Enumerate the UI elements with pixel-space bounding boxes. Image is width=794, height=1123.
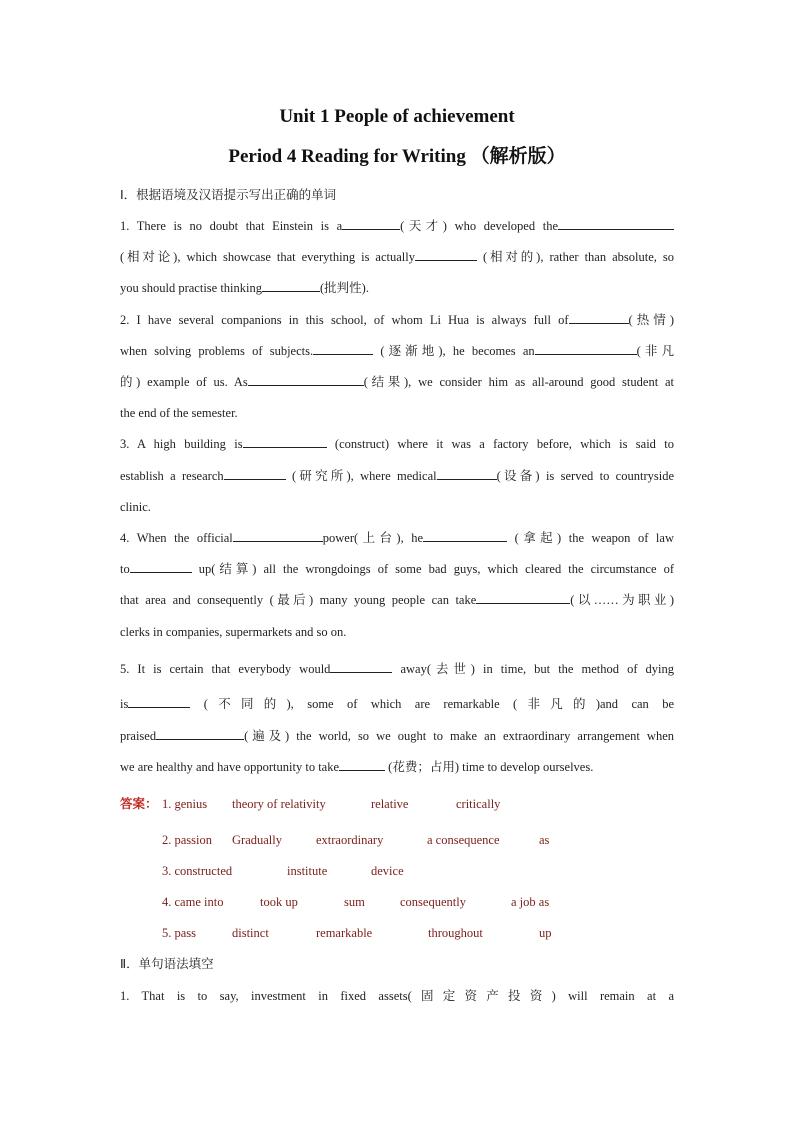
answer-item: 5. pass xyxy=(162,926,197,940)
answer-item: relative xyxy=(371,797,409,811)
q1-line3: you should practise thinking (批判性). xyxy=(120,281,369,295)
answer-item: distinct xyxy=(232,926,269,940)
answer-item: theory of relativity xyxy=(232,797,326,811)
answer-blank[interactable] xyxy=(535,342,637,355)
answer-item: remarkable xyxy=(316,926,373,940)
doc-title: Unit 1 People of achievement xyxy=(279,106,515,127)
q1-line2: (相对论), which showcase that everything is actually (相对的), rather than absolute, so xyxy=(120,250,675,264)
answer-item: as xyxy=(539,833,550,847)
answer-item: extraordinary xyxy=(316,833,384,847)
answer-blank[interactable] xyxy=(248,373,364,386)
answer-blank[interactable] xyxy=(415,248,477,261)
answer-blank[interactable] xyxy=(313,342,373,355)
q2-line1: 2. I have several companions in this school, of whom Li Hua is always full of (热情) xyxy=(120,313,674,327)
q4-line1: 4. When the official power(上台), he (拿起) the weapon of law xyxy=(120,531,674,545)
answer-item: took up xyxy=(260,895,298,909)
answer-item: 3. constructed xyxy=(162,864,233,878)
answer-blank[interactable] xyxy=(476,591,570,604)
answer-blank[interactable] xyxy=(243,435,327,448)
q3-line3: clinic. xyxy=(120,500,151,514)
q3-line1: 3. A high building is (construct) where it was a factory before, which is said to xyxy=(120,437,674,451)
doc-subtitle: Period 4 Reading for Writing （解析版） xyxy=(228,146,566,167)
section2-heading: Ⅱ．单句语法填空 xyxy=(120,956,214,971)
q5-line2: is (不同的), some of which are remarkable (非凡的)and can be xyxy=(120,697,674,711)
section1-heading: Ⅰ．根据语境及汉语提示写出正确的单词 xyxy=(120,187,337,202)
answer-item: 4. came into xyxy=(162,895,224,909)
q4-line4: clerks in companies, supermarkets and so on. xyxy=(120,625,347,639)
q2-line4: the end of the semester. xyxy=(120,406,238,420)
q4-line2: to up(结算) all the wrongdoings of some bad guys, which cleared the circumstance of xyxy=(120,562,674,576)
answer-item: consequently xyxy=(400,895,466,909)
q1-line1: 1. There is no doubt that Einstein is a (天才) who developed the xyxy=(120,217,674,235)
answer-item: sum xyxy=(344,895,365,909)
answer-item: a consequence xyxy=(427,833,500,847)
answer-blank[interactable] xyxy=(156,727,244,740)
answer-item: Gradually xyxy=(232,833,282,847)
answer-blank[interactable] xyxy=(130,560,192,573)
q2-line2: when solving problems of subjects. (逐渐地), he becomes an (非凡 xyxy=(120,344,675,358)
answer-blank[interactable] xyxy=(330,660,392,673)
answer-blank[interactable] xyxy=(339,758,385,771)
q5-line1: 5. It is certain that everybody would away(去世) in time, but the method of dying xyxy=(120,662,674,676)
answer-item: 1. genius xyxy=(162,797,208,811)
answer-item: a job as xyxy=(511,895,550,909)
q4-line3: that area and consequently (最后) many young people can take (以……为职业) xyxy=(120,593,674,607)
q3-line2: establish a research (研究所), where medical (设备) is served to countryside xyxy=(120,469,674,483)
q5-line3: praised (遍及) the world, so we ought to make an extraordinary arrangement when xyxy=(120,729,674,743)
answer-label: 答案： xyxy=(120,796,158,811)
answer-item: throughout xyxy=(428,926,483,940)
answer-item: up xyxy=(539,926,552,940)
answer-item: 2. passion xyxy=(162,833,212,847)
s2-q1-line1: 1. That is to say, investment in fixed assets(固定资产投资) will remain at a xyxy=(120,989,674,1003)
q2-line3: 的) example of us. As (结果), we consider him as all-around good student at xyxy=(120,375,674,389)
answer-blank[interactable] xyxy=(342,217,400,230)
answer-blank[interactable] xyxy=(262,279,320,292)
q5-line4: we are healthy and have opportunity to take (花费；占用) time to develop ourselves. xyxy=(120,760,594,774)
answer-item: critically xyxy=(456,797,501,811)
answer-blank[interactable] xyxy=(569,311,629,324)
answer-blank[interactable] xyxy=(437,467,497,480)
answer-item: institute xyxy=(287,864,328,878)
answer-blank[interactable] xyxy=(423,529,507,542)
answer-item: device xyxy=(371,864,404,878)
answer-blank[interactable] xyxy=(224,467,286,480)
answer-blank[interactable] xyxy=(128,695,190,708)
answer-blank[interactable] xyxy=(233,529,323,542)
answer-blank[interactable] xyxy=(558,217,674,230)
